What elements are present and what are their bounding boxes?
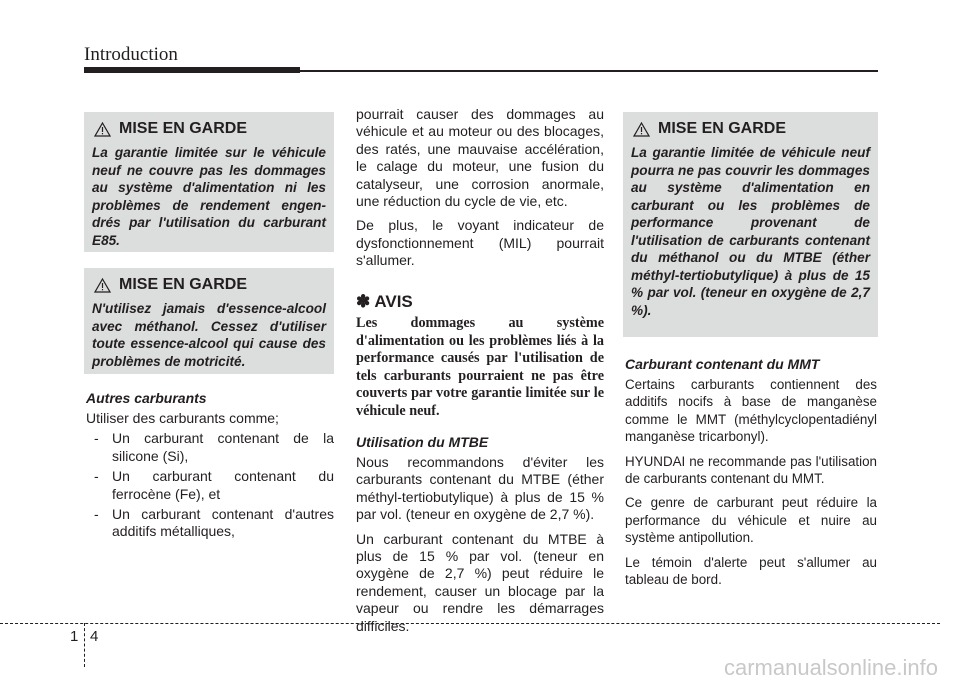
header-rule-thin: [300, 70, 878, 72]
continued-text: [356, 106, 604, 277]
section-heading-mmt: Carburant contenant du MMT: [625, 356, 820, 372]
footer-dashed-divider: [84, 623, 85, 667]
warning-title: MISE EN GARDE: [94, 120, 326, 138]
warning-text: La garantie limitée sur le véhicule neuf ne couvre pas les dommages au système d'alimentation ni les problèmes de rendement engen-drés par l'utilisation du carburant E85.: [92, 145, 326, 248]
warning-box-e85: [84, 112, 334, 252]
section-number: 1: [70, 628, 79, 645]
header-rule-thick: [84, 67, 300, 73]
page-header-title: Introduction: [84, 44, 178, 65]
warning-text: N'utilisez jamais d'essence-alcool avec méthanol. Cessez d'utiliser toute essence-alcool qui cause des problèmes de motricité.: [92, 301, 326, 369]
watermark: carmanualsonline.info: [723, 655, 938, 680]
paragraph: Nous recommandons d'éviter les carburants contenant du MTBE (éther méthyl-tertiobutylique) à plus de 15 % par vol. (teneur en oxygène de 2,7 %).: [356, 454, 604, 523]
warning-title: MISE EN GARDE: [94, 276, 326, 294]
warning-triangle-icon: [633, 122, 650, 137]
section-heading-mtbe: Utilisation du MTBE: [356, 434, 489, 450]
warning-box-methanol: [84, 268, 334, 374]
paragraph: Ce genre de carburant peut réduire la performance du véhicule et nuire au système antipollution.: [625, 495, 877, 546]
paragraph: Certains carburants contiennent des additifs nocifs à base de manganèse comme le MMT (méthylcyclopentadiényl manganèse tricarbonyl).: [625, 377, 877, 445]
avis-text: Les dommages au système d'alimentation ou les problèmes liés à la performance causés par l'utilisation de tels carburants pourraient ne pas être couverts par votre garantie limitée sur le véhicule neuf.: [356, 315, 604, 419]
paragraph: HYUNDAI ne recommande pas l'utilisation de carburants contenant du MMT.: [625, 453, 877, 487]
other-fuels-intro: Utiliser des carburants comme;: [86, 410, 279, 426]
warning-triangle-icon: [94, 122, 111, 137]
other-fuels-body: [86, 410, 334, 541]
list-item: - Un carburant contenant de la silicone (Si),: [94, 430, 334, 464]
list-item: - Un carburant contenant du ferrocène (Fe), et: [94, 468, 334, 502]
paragraph: Le témoin d'alerte peut s'allumer au tableau de bord.: [625, 554, 877, 588]
paragraph: pourrait causer des dommages au véhicule et au moteur ou des blocages, des ratés, une mauvaise accélération, le calage du moteur, une fusion du catalyseur, une corrosion anormale, une réduction du cycle de vie, etc.: [356, 106, 604, 210]
paragraph: Un carburant contenant du MTBE à plus de 15 % par vol. (teneur en oxygène de 2,7 %) peut réduire le rendement, causer un blocage par la vapeur ou rendre les démarrages difficiles.: [356, 530, 604, 634]
mtbe-body: [356, 454, 604, 642]
warning-text: La garantie limitée de véhicule neuf pourra ne pas couvrir les dommages au système d'alimentation en carburant ou les problèmes de performance provenant de l'utilisation de carburants contenant du méthanol ou du MTBE (éther méthyl-tertiobutylique) à plus de 15 % par vol. (teneur en oxygène de 2,7 %).: [631, 145, 870, 318]
warning-triangle-icon: [94, 278, 111, 293]
warning-box-mtbe: [623, 112, 878, 337]
footer-dashed-rule: [0, 623, 940, 624]
mmt-body: [625, 376, 877, 595]
warning-title: MISE EN GARDE: [633, 120, 870, 138]
list-item: - Un carburant contenant d'autres additifs métalliques,: [94, 506, 334, 540]
paragraph: De plus, le voyant indicateur de dysfonctionnement (MIL) pourrait s'allumer.: [356, 217, 604, 269]
avis-title: ✽ AVIS: [356, 292, 413, 311]
page-number: 4: [90, 628, 99, 645]
section-heading-other-fuels: Autres carburants: [86, 390, 207, 406]
